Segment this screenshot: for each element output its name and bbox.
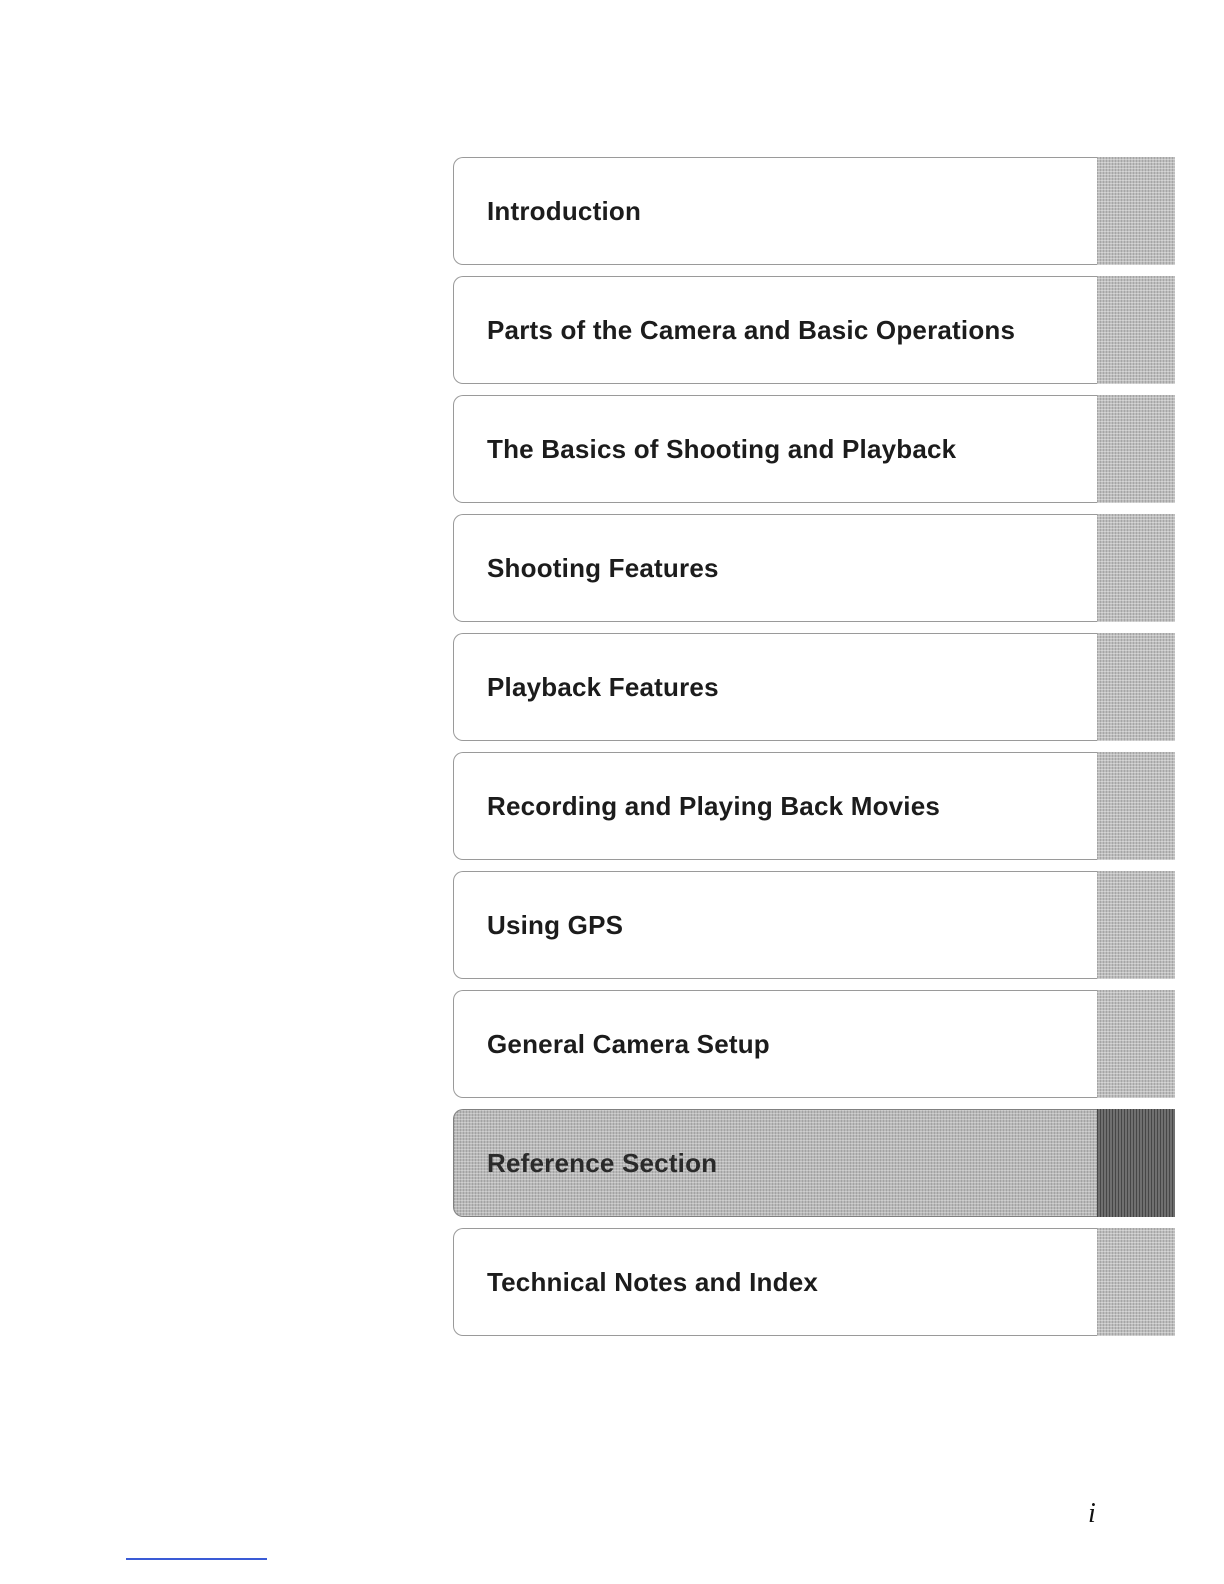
toc-item-playback-features[interactable]: [453, 633, 1175, 741]
toc-item-label: Playback Features: [487, 672, 719, 702]
toc-item-label: Introduction: [487, 196, 642, 226]
toc-item-label: Shooting Features: [487, 553, 719, 583]
toc-item-label: Recording and Playing Back Movies: [487, 791, 941, 821]
toc-item-label: Parts of the Camera and Basic Operations: [487, 315, 1016, 345]
section-tab: [1097, 1228, 1175, 1336]
section-tab: [1097, 157, 1175, 265]
toc-item-general-setup[interactable]: [453, 990, 1175, 1098]
section-tab: [1097, 871, 1175, 979]
toc-item-label: Technical Notes and Index: [487, 1267, 819, 1297]
toc-item-reference-section[interactable]: [453, 1109, 1175, 1217]
section-tab: [1097, 1109, 1175, 1217]
footer-rule: [126, 1558, 267, 1560]
page-number: i: [1088, 1498, 1096, 1529]
toc-item-technical-notes[interactable]: [453, 1228, 1175, 1336]
section-tab: [1097, 395, 1175, 503]
toc-item-label: Reference Section: [487, 1148, 718, 1178]
toc-item-basics-shooting-playback[interactable]: [453, 395, 1175, 503]
toc-item-parts-of-camera[interactable]: [453, 276, 1175, 384]
toc-item-movies[interactable]: [453, 752, 1175, 860]
toc-item-shooting-features[interactable]: [453, 514, 1175, 622]
section-tab: [1097, 990, 1175, 1098]
toc-item-using-gps[interactable]: [453, 871, 1175, 979]
toc-item-label: General Camera Setup: [487, 1029, 770, 1059]
toc-item-label: Using GPS: [487, 910, 624, 940]
toc-item-introduction[interactable]: [453, 157, 1175, 265]
section-tab: [1097, 752, 1175, 860]
section-tab: [1097, 514, 1175, 622]
section-tab: [1097, 276, 1175, 384]
table-of-contents: [453, 157, 1175, 1347]
toc-item-label: The Basics of Shooting and Playback: [487, 434, 957, 464]
section-tab: [1097, 633, 1175, 741]
